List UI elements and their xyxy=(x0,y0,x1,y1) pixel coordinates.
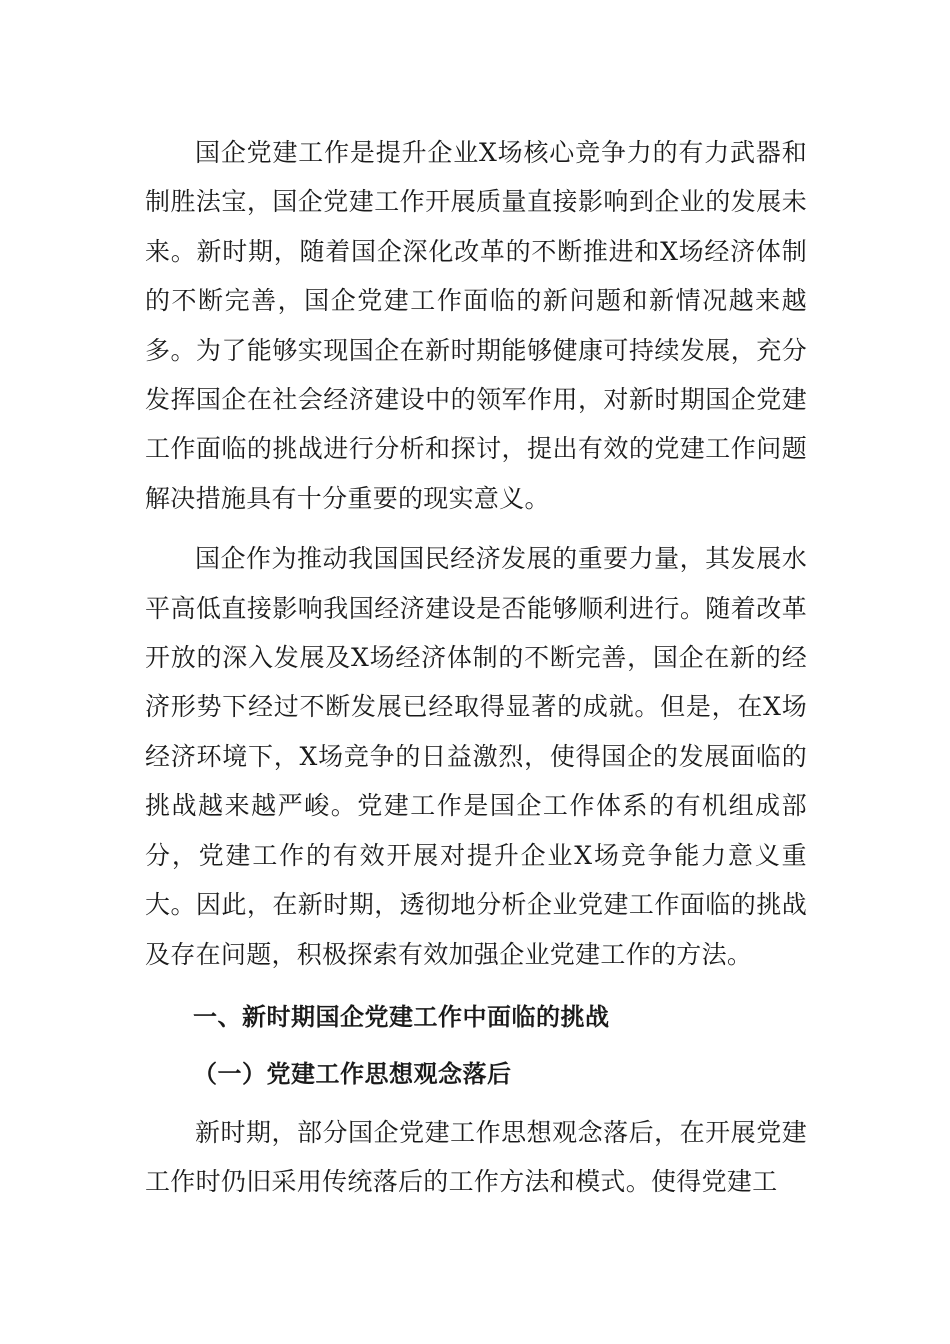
paragraph-subsection-body: 新时期，部分国企党建工作思想观念落后，在开展党建工作时仍旧采用传统落后的工作方法和模式。使得党建工 xyxy=(145,1117,807,1197)
paragraph-intro: 国企党建工作是提升企业X场核心竞争力的有力武器和制胜法宝，国企党建工作开展质量直接影响到企业的发展未来。新时期，随着国企深化改革的不断推进和X场经济体制的不断完善，国企党建工作面临的新问题和新情况越来越多。为了能够实现国企在新时期能够健康可持续发展，充分发挥国企在社会经济建设中的领军作用，对新时期国企党建工作面临的挑战进行分析和探讨，提出有效的党建工作问题解决措施具有十分重要的现实意义。 xyxy=(145,138,807,513)
section-heading: 一、新时期国企党建工作中面临的挑战 xyxy=(193,1002,610,1031)
paragraph-background: 国企作为推动我国国民经济发展的重要力量，其发展水平高低直接影响我国经济建设是否能够顺利进行。随着改革开放的深入发展及X场经济体制的不断完善，国企在新的经济形势下经过不断发展已经取得显著的成就。但是，在X场经济环境下，X场竞争的日益激烈，使得国企的发展面临的挑战越来越严峻。党建工作是国企工作体系的有机组成部分，党建工作的有效开展对提升企业X场竞争能力意义重大。因此，在新时期，透彻地分析企业党建工作面临的挑战及存在问题，积极探索有效加强企业党建工作的方法。 xyxy=(145,544,807,969)
document-body xyxy=(145,128,807,1207)
subsection-heading: （一）党建工作思想观念落后 xyxy=(193,1060,512,1089)
